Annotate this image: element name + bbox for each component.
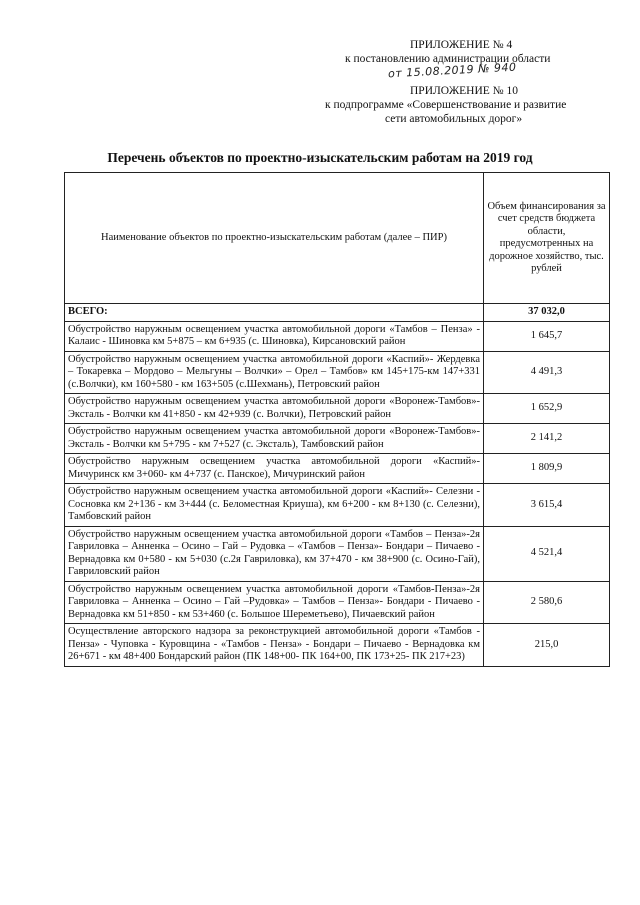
table-row [65,624,610,667]
object-amount: 215,0 [484,624,610,667]
object-amount: 1 645,7 [484,321,610,351]
table-row [65,454,610,484]
table-row [65,526,610,581]
subprogram-line-2: сети автомобильных дорог» [385,113,523,125]
object-amount: 4 521,4 [484,526,610,581]
object-name: Обустройство наружным освещением участка автомобильной дороги «Каспий»- Жердевка – Токаревка – Мордово – Мельгуны – Волчки» – Орел – Тамбов» км 145+175-км 147+331 (с.Волчки), км 160+580 - км 163+505 (с.Шехмань), Петровский район [65,351,484,394]
object-name: Обустройство наружным освещением участка автомобильной дороги «Тамбов – Пенза»-2я Гавриловка – Анненка – Осино – Гай – Рудовка – «Тамбов – Пенза»- Бондари – Пичаево - Вернадовка км 0+580 - км 5+030 (с.2я Гавриловка), км 37+470 - км 38+900 (с. Осино-Гай), Гавриловский район [65,526,484,581]
object-name: Обустройство наружным освещением участка автомобильной дороги «Тамбов-Пенза»-2я Гавриловка – Анненка – Осино – Гай –Рудовка» – Тамбов – Пенза»- Бондари - Пичаево - Вернадовка км 51+850 - км 53+460 (с. Большое Шереметьево), Пичаевский район [65,581,484,624]
total-value: 37 032,0 [484,304,610,322]
object-amount: 4 491,3 [484,351,610,394]
object-name: Обустройство наружным освещением участка автомобильной дороги «Воронеж-Тамбов»- Эксталь - Волчки км 5+795 - км 7+527 (с. Эксталь), Тамбовский район [65,424,484,454]
table-row [65,394,610,424]
object-name: Осуществление авторского надзора за реконструкцией автомобильной дороги «Тамбов - Пенза» - Чуповка - Куровщина - «Тамбов - Пенза» - Бондари – Пичаево - Вернадовка км 26+671 - км 48+400 Бондарский район (ПК 148+00- ПК 164+00, ПК 173+25- ПК 217+23) [65,624,484,667]
object-amount: 2 141,2 [484,424,610,454]
appendix-4-label: ПРИЛОЖЕНИЕ № 4 [410,39,513,51]
resolution-line: к постановлению администрации области [345,53,551,65]
object-name: Обустройство наружным освещением участка автомобильной дороги «Воронеж-Тамбов»- Эксталь - Волчки км 41+850 - км 42+939 (с. Волчки), Петровский район [65,394,484,424]
object-name: Обустройство наружным освещением участка автомобильной дороги «Тамбов – Пенза» - Калаис - Шиновка км 5+875 – км 6+935 (с. Шиновка), Кирсановский район [65,321,484,351]
object-amount: 1 652,9 [484,394,610,424]
total-row [65,304,610,322]
handwritten-date: от 15.08.2019 № 940 [387,60,517,81]
object-name: Обустройство наружным освещением участка автомобильной дороги «Каспий»- Селезни - Сосновка км 2+136 - км 3+444 (с. Беломестная Криуша), км 6+200 - км 8+130 (с. Селезни), Тамбовский район [65,484,484,527]
column-header-amount: Объем финансирования за счет средств бюджета области, предусмотренных на дорожное хозяйство, тыс. рублей [484,173,610,304]
object-amount: 3 615,4 [484,484,610,527]
object-amount: 2 580,6 [484,581,610,624]
objects-table [64,172,610,667]
appendix-10-label: ПРИЛОЖЕНИЕ № 10 [410,85,519,97]
table-row [65,581,610,624]
table-row [65,424,610,454]
column-header-name: Наименование объектов по проектно-изыскательским работам (далее – ПИР) [65,173,484,304]
document-title: Перечень объектов по проектно-изыскательским работам на 2019 год [107,150,533,165]
table-row [65,351,610,394]
object-amount: 1 809,9 [484,454,610,484]
subprogram-line-1: к подпрограмме «Совершенствование и развитие [325,99,567,111]
table-row [65,484,610,527]
table-header-row [65,173,610,304]
object-name: Обустройство наружным освещением участка автомобильной дороги «Каспий»-Мичуринск км 3+060- км 4+737 (с. Панское), Мичуринский район [65,454,484,484]
total-label: ВСЕГО: [65,304,484,322]
table-row [65,321,610,351]
